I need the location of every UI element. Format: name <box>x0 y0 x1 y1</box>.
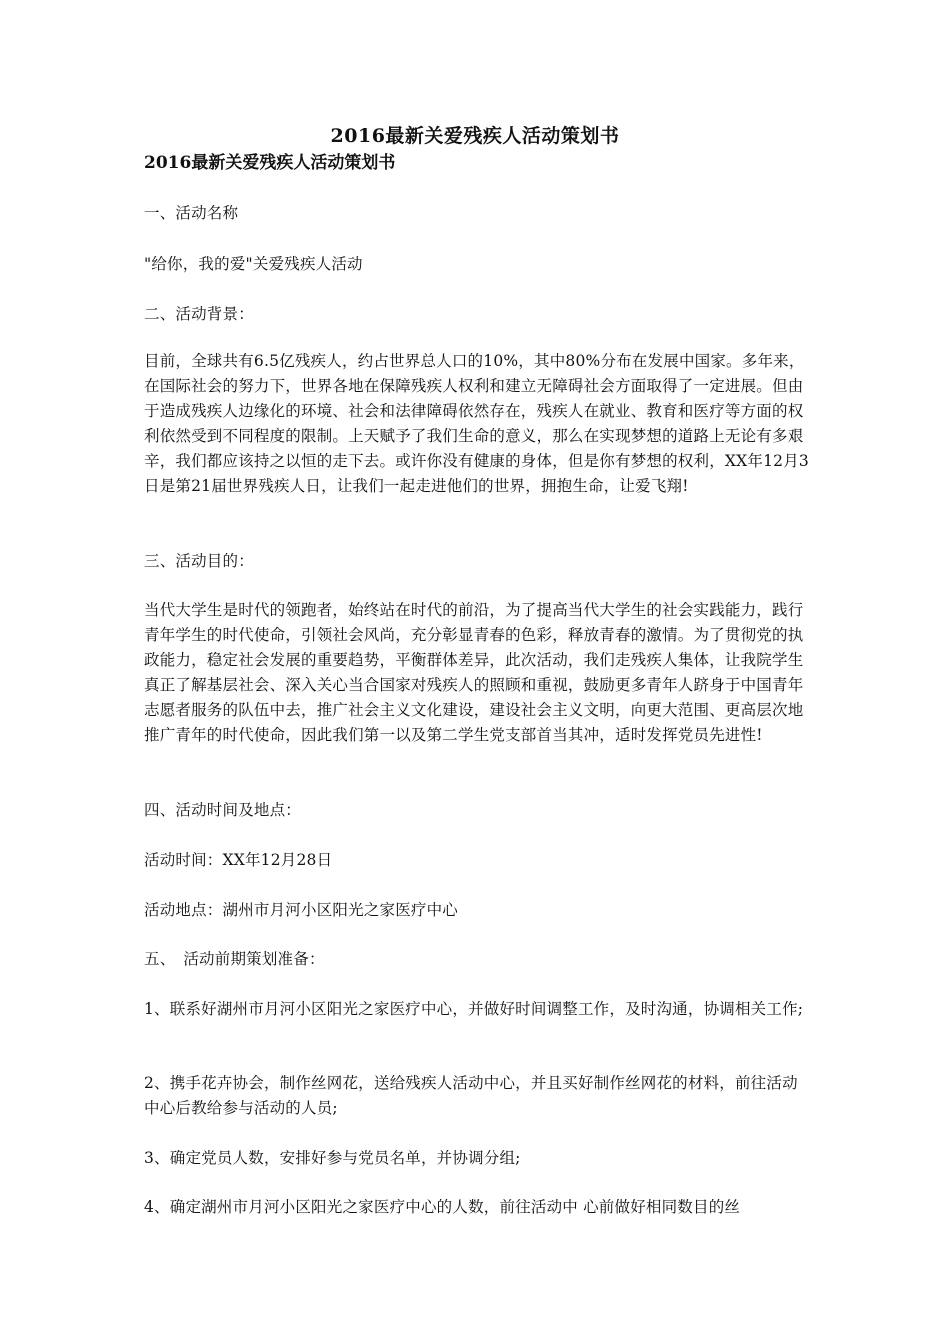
background-paragraph: 目前，全球共有6.5亿残疾人，约占世界总人口的10%，其中80%分布在发展中国家。多年来，在国际社会的努力下，世界各地在保障残疾人权利和建立无障碍社会方面取得了一定进展。但由于造成残疾人边缘化的环境、社会和法律障碍依然存在，残疾人在就业、教育和医疗等方面的权利依然受到不同程度的限制。上天赋予了我们生命的意义，那么在实现梦想的道路上无论有多艰辛，我们都应该持之以恒的走下去。或许你没有健康的身体，但是你有梦想的权利，XX年12月3日是第21届世界残疾人日，让我们一起走进他们的世界，拥抱生命，让爱飞翔! <box>144 352 809 495</box>
preparation-item-1: 1、联系好湖州市月河小区阳光之家医疗中心，并做好时间调整工作，及时沟通，协调相关工作; <box>144 1000 804 1018</box>
activity-time-text: 活动时间：XX年12月28日 <box>144 851 333 869</box>
preparation-item-4: 4、确定湖州市月河小区阳光之家医疗中心的人数，前往活动中 心前做好相同数目的丝 <box>144 1198 741 1216</box>
document-title: 2016最新关爱残疾人活动策划书 <box>330 125 620 147</box>
section-heading-activity-name: 一、活动名称 <box>144 204 239 222</box>
activity-name-text: "给你，我的爱"关爱残疾人活动 <box>144 255 363 273</box>
preparation-item-2: 2、携手花卉协会，制作丝网花，送给残疾人活动中心，并且买好制作丝网花的材料，前往活动中心后教给参与活动的人员; <box>144 1074 798 1117</box>
section-heading-purpose: 三、活动目的： <box>144 552 254 570</box>
section-heading-preparation: 五、 活动前期策划准备： <box>144 950 325 968</box>
activity-place-text: 活动地点：湖州市月河小区阳光之家医疗中心 <box>144 901 459 919</box>
section-heading-time-place: 四、活动时间及地点： <box>144 801 302 819</box>
section-heading-background: 二、活动背景： <box>144 305 254 323</box>
purpose-paragraph: 当代大学生是时代的领跑者，始终站在时代的前沿，为了提高当代大学生的社会实践能力，践行青年学生的时代使命，引领社会风尚，充分彰显青春的色彩，释放青春的激情。为了贯彻党的执政能力，稳定社会发展的重要趋势，平衡群体差异，此次活动，我们走残疾人集体，让我院学生真正了解基层社会、深入关心当合国家对残疾人的照顾和重视，鼓励更多青年人跻身于中国青年志愿者服务的队伍中去，推广社会主义文化建设，建设社会主义文明，向更大范围、更高层次地推广青年的时代使命，因此我们第一以及第二学生党支部首当其冲，适时发挥党员先进性! <box>144 601 804 744</box>
preparation-item-3: 3、确定党员人数，安排好参与党员名单，并协调分组; <box>144 1149 521 1167</box>
document-subtitle: 2016最新关爱残疾人活动策划书 <box>144 153 396 173</box>
